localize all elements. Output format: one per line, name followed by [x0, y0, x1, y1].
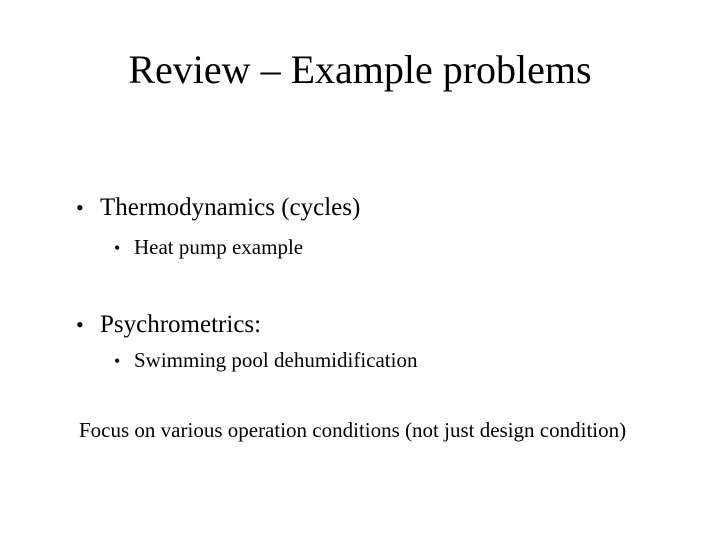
sub-bullet-text: Heat pump example — [134, 235, 304, 259]
bullet-text: Thermodynamics (cycles) — [100, 194, 361, 221]
bullet-text: Psychrometrics: — [100, 311, 262, 338]
bullet-dot-icon: • — [76, 195, 84, 220]
bullet-dot-icon: • — [76, 312, 84, 337]
sub-bullet-heat-pump — [114, 234, 303, 261]
sub-bullet-text: Swimming pool dehumidification — [134, 348, 418, 372]
focus-note: Focus on various operation conditions (not just design condition) — [79, 418, 627, 442]
sub-bullet-dot-icon: • — [114, 238, 121, 258]
sub-bullet-dot-icon: • — [114, 351, 121, 371]
sub-bullet-swimming-pool — [114, 347, 417, 374]
slide-title: Review – Example problems — [128, 47, 592, 92]
bullet-thermodynamics — [76, 193, 360, 223]
bullet-psychrometrics — [76, 310, 261, 340]
